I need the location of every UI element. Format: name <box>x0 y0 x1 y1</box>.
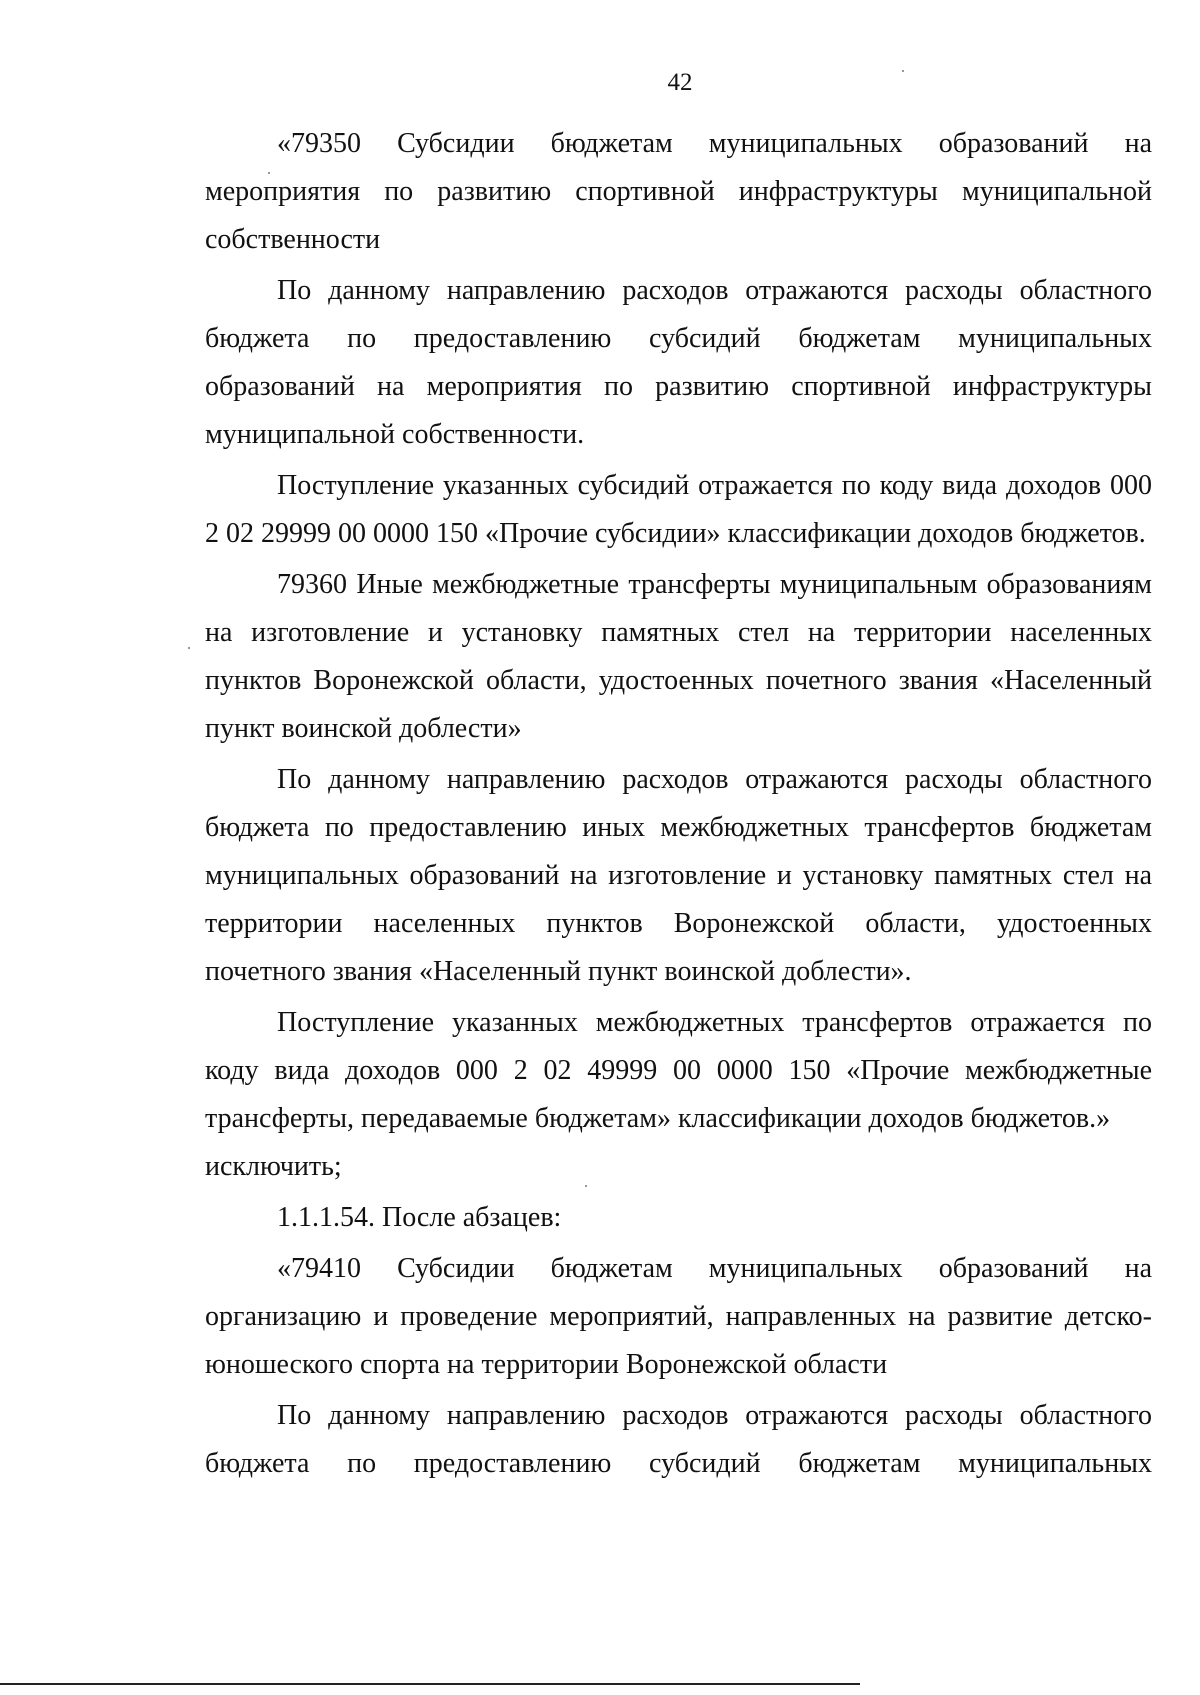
paragraph-79350-title: «79350 Субсидии бюджетам муниципальных образований на мероприятия по развитию спортивной инфраструктуры муниципальной собственности <box>205 128 1152 255</box>
paragraph-exclude: исключить; <box>205 1151 342 1182</box>
bottom-rule <box>0 1683 860 1685</box>
scan-speck <box>188 647 190 649</box>
paragraph-79410-title: «79410 Субсидии бюджетам муниципальных образований на организацию и проведение мероприятий, направленных на развитие детско-юношеского спорта на территории Воронежской области <box>205 1253 1152 1380</box>
scan-speck <box>902 70 904 72</box>
paragraph-79350-income-code: Поступление указанных субсидий отражается по коду вида доходов 000 2 02 29999 00 0000 150 «Прочие субсидии» классификации доходов бюджетов. <box>205 470 1152 549</box>
page-number: 42 <box>667 69 693 96</box>
paragraph-79360-income-code: Поступление указанных межбюджетных трансфертов отражается по коду вида доходов 000 2 02 49999 00 0000 150 «Прочие межбюджетные трансферты, передаваемые бюджетам» классификации доходов бюджетов.» <box>205 1007 1152 1134</box>
paragraph-section-1-1-1-54: 1.1.1.54. После абзацев: <box>277 1202 562 1233</box>
paragraph-79410-description: По данному направлению расходов отражаются расходы областного бюджета по предоставлению субсидий бюджетам муниципальных <box>205 1400 1152 1479</box>
document-body <box>205 120 1152 1488</box>
scan-speck <box>268 172 270 174</box>
paragraph-79350-description: По данному направлению расходов отражаются расходы областного бюджета по предоставлению субсидий бюджетам муниципальных образований на мероприятия по развитию спортивной инфраструктуры муниципальной собственности. <box>205 275 1152 450</box>
paragraph-79360-description: По данному направлению расходов отражаются расходы областного бюджета по предоставлению иных межбюджетных трансфертов бюджетам муниципальных образований на изготовление и установку памятных стел на территории населенных пунктов Воронежской области, удостоенных почетного звания «Населенный пункт воинской доблести». <box>205 764 1152 987</box>
scan-speck <box>585 1185 587 1187</box>
paragraph-79360-title: 79360 Иные межбюджетные трансферты муниципальным образованиям на изготовление и установку памятных стел на территории населенных пунктов Воронежской области, удостоенных почетного звания «Населенный пункт воинской доблести» <box>205 569 1152 744</box>
